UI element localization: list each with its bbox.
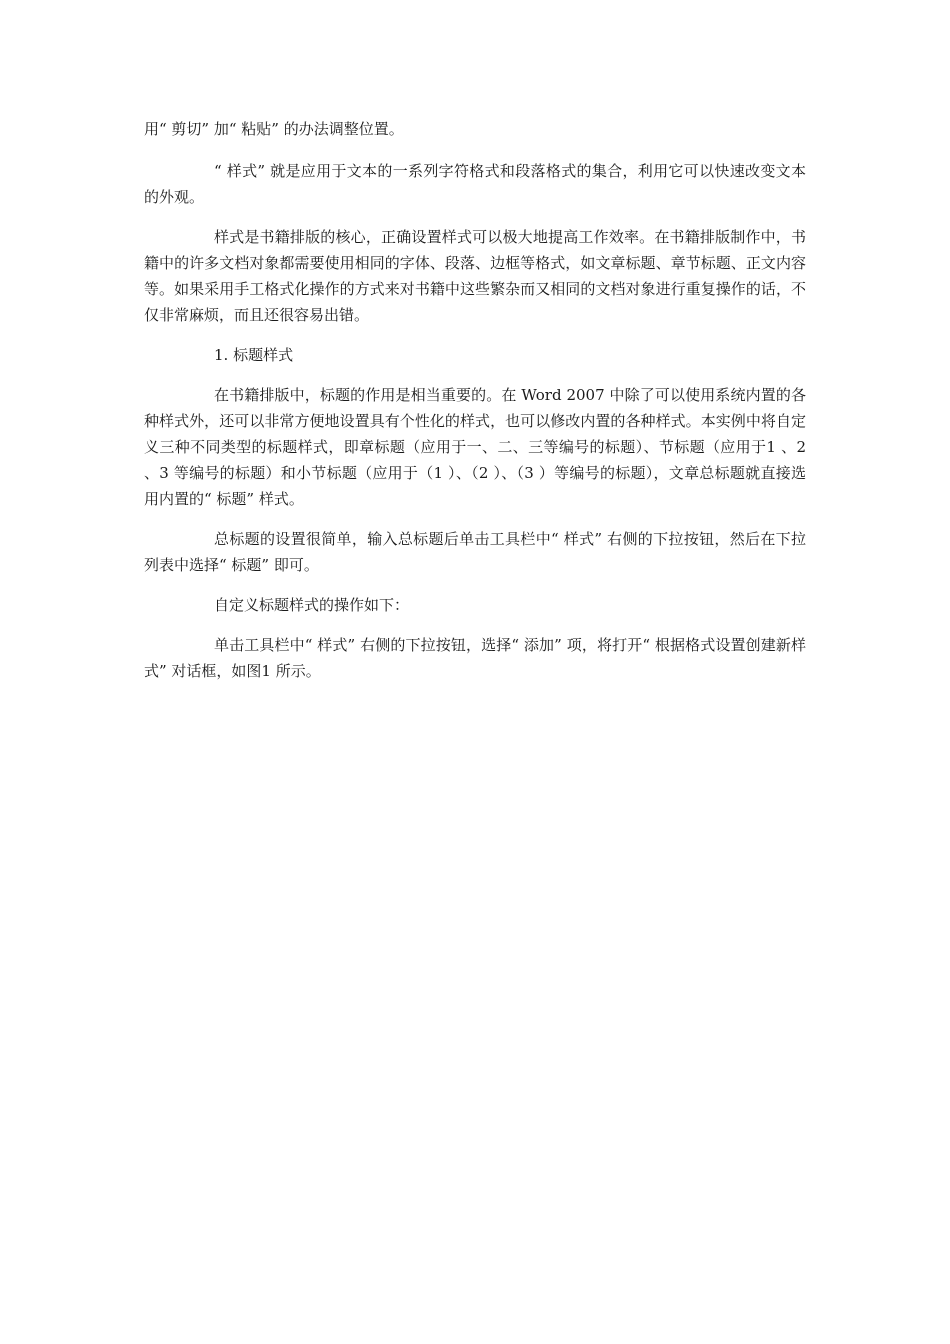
paragraph-style-definition: “ 样式” 就是应用于文本的一系列字符格式和段落格式的集合，利用它可以快速改变文本的外观。 [144, 162, 806, 206]
paragraph-heading-importance: 在书籍排版中，标题的作用是相当重要的。在 Word 2007 中除了可以使用系统内置的各种样式外，还可以非常方便地设置具有个性化的样式，也可以修改内置的各种样式。本实例中将自定义三种不同类型的标题样式，即章标题（应用于一、二、三等编号的标题）、节标题（应用于1 、2 、3 等编号的标题）和小节标题（应用于（1 ）、（2 ）、（3 ）等编号的标题），文章总标题就直接选用内置的“ 标题” 样式。 [144, 386, 806, 508]
paragraph-add-style-dialog: 单击工具栏中“ 样式” 右侧的下拉按钮，选择“ 添加” 项，将打开“ 根据格式设置创建新样式” 对话框，如图1 所示。 [144, 636, 806, 680]
paragraph-cut-paste: 用“ 剪切” 加“ 粘贴” 的办法调整位置。 [144, 120, 404, 138]
paragraph-custom-style-intro: 自定义标题样式的操作如下： [214, 596, 410, 614]
paragraph-style-core: 样式是书籍排版的核心，正确设置样式可以极大地提高工作效率。在书籍排版制作中，书籍中的许多文档对象都需要使用相同的字体、段落、边框等格式，如文章标题、章节标题、正文内容等。如果采用手工格式化操作的方式来对书籍中这些繁杂而又相同的文档对象进行重复操作的话，不仅非常麻烦，而且还很容易出错。 [144, 228, 806, 324]
document-body [144, 116, 806, 698]
section-heading-title-styles: 1. 标题样式 [214, 346, 294, 364]
paragraph-main-title-setup: 总标题的设置很简单，输入总标题后单击工具栏中“ 样式” 右侧的下拉按钮，然后在下拉列表中选择“ 标题” 即可。 [144, 530, 806, 574]
